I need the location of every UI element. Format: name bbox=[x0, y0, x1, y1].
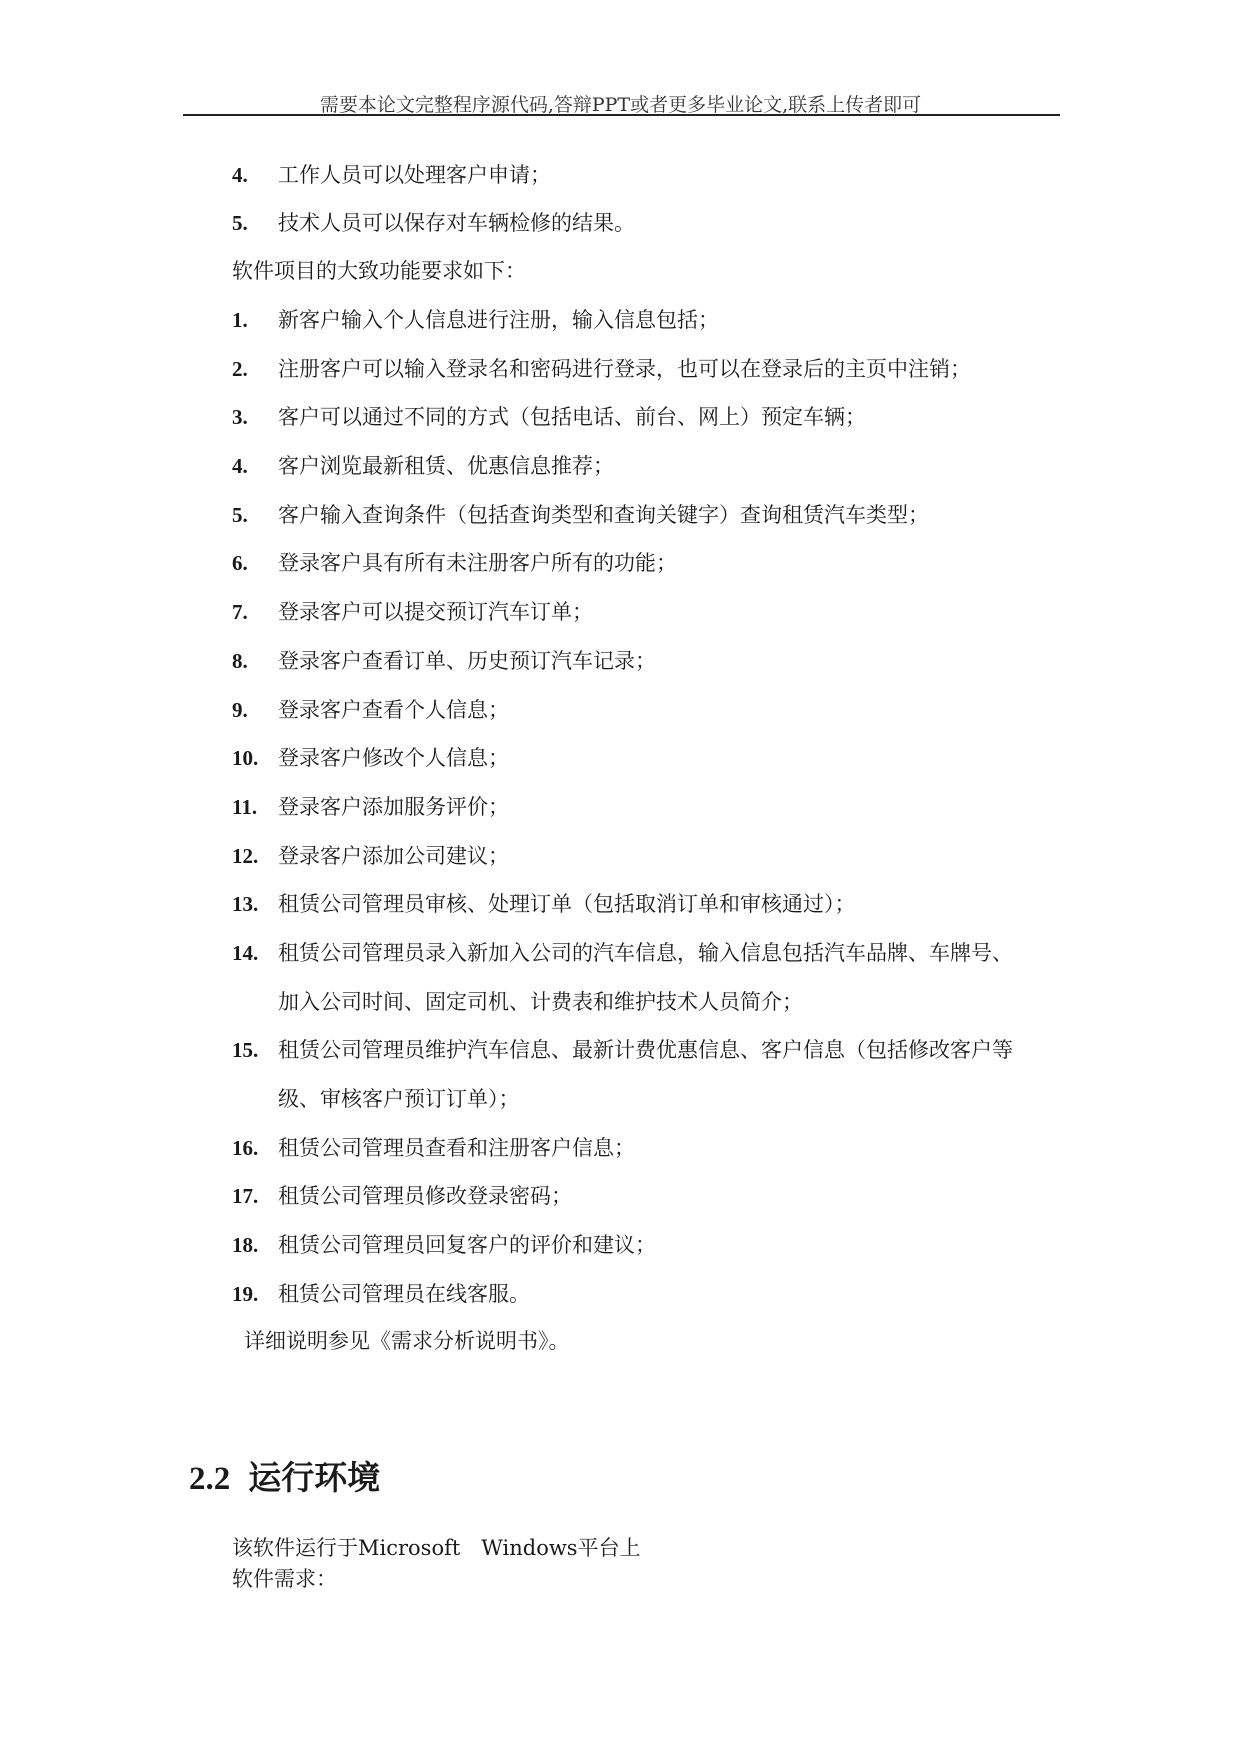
item-number: 16. bbox=[232, 1136, 259, 1160]
list-item bbox=[0, 160, 1241, 190]
item-text: 登录客户添加公司建议； bbox=[278, 844, 509, 868]
item-text: 工作人员可以处理客户申请； bbox=[278, 163, 551, 187]
item-number: 13. bbox=[232, 892, 259, 916]
item-text: 租赁公司管理员回复客户的评价和建议； bbox=[278, 1233, 656, 1257]
item-number: 4. bbox=[232, 454, 248, 478]
section-number: 2.2 bbox=[189, 1461, 231, 1497]
item-text: 租赁公司管理员修改登录密码； bbox=[278, 1184, 572, 1208]
section-title: 运行环境 bbox=[248, 1458, 381, 1497]
list-item bbox=[0, 1181, 1241, 1211]
item-text: 租赁公司管理员查看和注册客户信息； bbox=[278, 1136, 635, 1160]
header-rule bbox=[183, 114, 1060, 116]
item-number: 11. bbox=[232, 795, 258, 819]
item-text: 注册客户可以输入登录名和密码进行登录，也可以在登录后的主页中注销； bbox=[278, 357, 971, 381]
item-text: 登录客户查看订单、历史预订汽车记录； bbox=[278, 649, 656, 673]
item-number: 9. bbox=[232, 698, 248, 722]
item-number: 18. bbox=[232, 1233, 259, 1257]
item-number: 2. bbox=[232, 357, 248, 381]
item-text: 登录客户添加服务评价； bbox=[278, 795, 509, 819]
section-heading bbox=[189, 1456, 380, 1501]
item-number: 4. bbox=[232, 163, 248, 187]
item-text: 租赁公司管理员在线客服。 bbox=[278, 1282, 530, 1306]
list-item bbox=[0, 1279, 1241, 1309]
item-number: 12. bbox=[232, 844, 259, 868]
item-text: 登录客户具有所有未注册客户所有的功能； bbox=[278, 551, 677, 575]
list-item bbox=[0, 548, 1241, 578]
item-text: 新客户输入个人信息进行注册，输入信息包括； bbox=[278, 308, 719, 332]
item-number: 5. bbox=[232, 503, 248, 527]
item-text: 登录客户修改个人信息； bbox=[278, 746, 509, 770]
item-number: 14. bbox=[232, 941, 259, 965]
list-item bbox=[0, 938, 1241, 968]
item-number: 10. bbox=[232, 746, 259, 770]
detail-note: 详细说明参见《需求分析说明书》。 bbox=[244, 1329, 570, 1353]
item-number: 15. bbox=[232, 1038, 259, 1062]
header-text: 需要本论文完整程序源代码,答辩PPT或者更多毕业论文,联系上传者即可 bbox=[319, 94, 922, 116]
list-item bbox=[0, 743, 1241, 773]
list-item bbox=[0, 208, 1241, 238]
item-continuation: 加入公司时间、固定司机、计费表和维护技术人员简介； bbox=[278, 990, 803, 1014]
item-continuation: 级、审核客户预订订单）； bbox=[278, 1087, 520, 1111]
list-item bbox=[0, 1133, 1241, 1163]
item-number: 1. bbox=[232, 308, 248, 332]
list-item bbox=[0, 1230, 1241, 1260]
list-item bbox=[0, 695, 1241, 725]
item-text: 租赁公司管理员审核、处理订单（包括取消订单和审核通过）； bbox=[278, 892, 856, 916]
list-item bbox=[0, 841, 1241, 871]
item-text: 客户输入查询条件（包括查询类型和查询关键字）查询租赁汽车类型； bbox=[278, 503, 929, 527]
item-text: 登录客户可以提交预订汽车订单； bbox=[278, 600, 593, 624]
item-number: 17. bbox=[232, 1184, 259, 1208]
item-number: 8. bbox=[232, 649, 248, 673]
item-text: 客户浏览最新租赁、优惠信息推荐； bbox=[278, 454, 614, 478]
item-text: 客户可以通过不同的方式（包括电话、前台、网上）预定车辆； bbox=[278, 405, 866, 429]
item-text: 租赁公司管理员录入新加入公司的汽车信息，输入信息包括汽车品牌、车牌号、 bbox=[278, 941, 1013, 965]
list-item bbox=[0, 500, 1241, 530]
list-item bbox=[0, 1035, 1241, 1065]
item-number: 3. bbox=[232, 405, 248, 429]
list-item bbox=[0, 354, 1241, 384]
list-item bbox=[0, 402, 1241, 432]
item-number: 19. bbox=[232, 1282, 259, 1306]
intro-paragraph: 软件项目的大致功能要求如下： bbox=[232, 259, 526, 283]
list-item bbox=[0, 305, 1241, 335]
item-text: 登录客户查看个人信息； bbox=[278, 698, 509, 722]
list-item bbox=[0, 889, 1241, 919]
item-number: 5. bbox=[232, 211, 248, 235]
list-item bbox=[0, 646, 1241, 676]
item-number: 6. bbox=[232, 551, 248, 575]
environment-line: 该软件运行于Microsoft Windows平台上 bbox=[232, 1536, 641, 1560]
list-item bbox=[0, 451, 1241, 481]
item-number: 7. bbox=[232, 600, 248, 624]
software-requirements-label: 软件需求： bbox=[232, 1567, 337, 1591]
item-text: 技术人员可以保存对车辆检修的结果。 bbox=[278, 211, 635, 235]
item-text: 租赁公司管理员维护汽车信息、最新计费优惠信息、客户信息（包括修改客户等 bbox=[278, 1038, 1013, 1062]
list-item bbox=[0, 792, 1241, 822]
list-item bbox=[0, 597, 1241, 627]
